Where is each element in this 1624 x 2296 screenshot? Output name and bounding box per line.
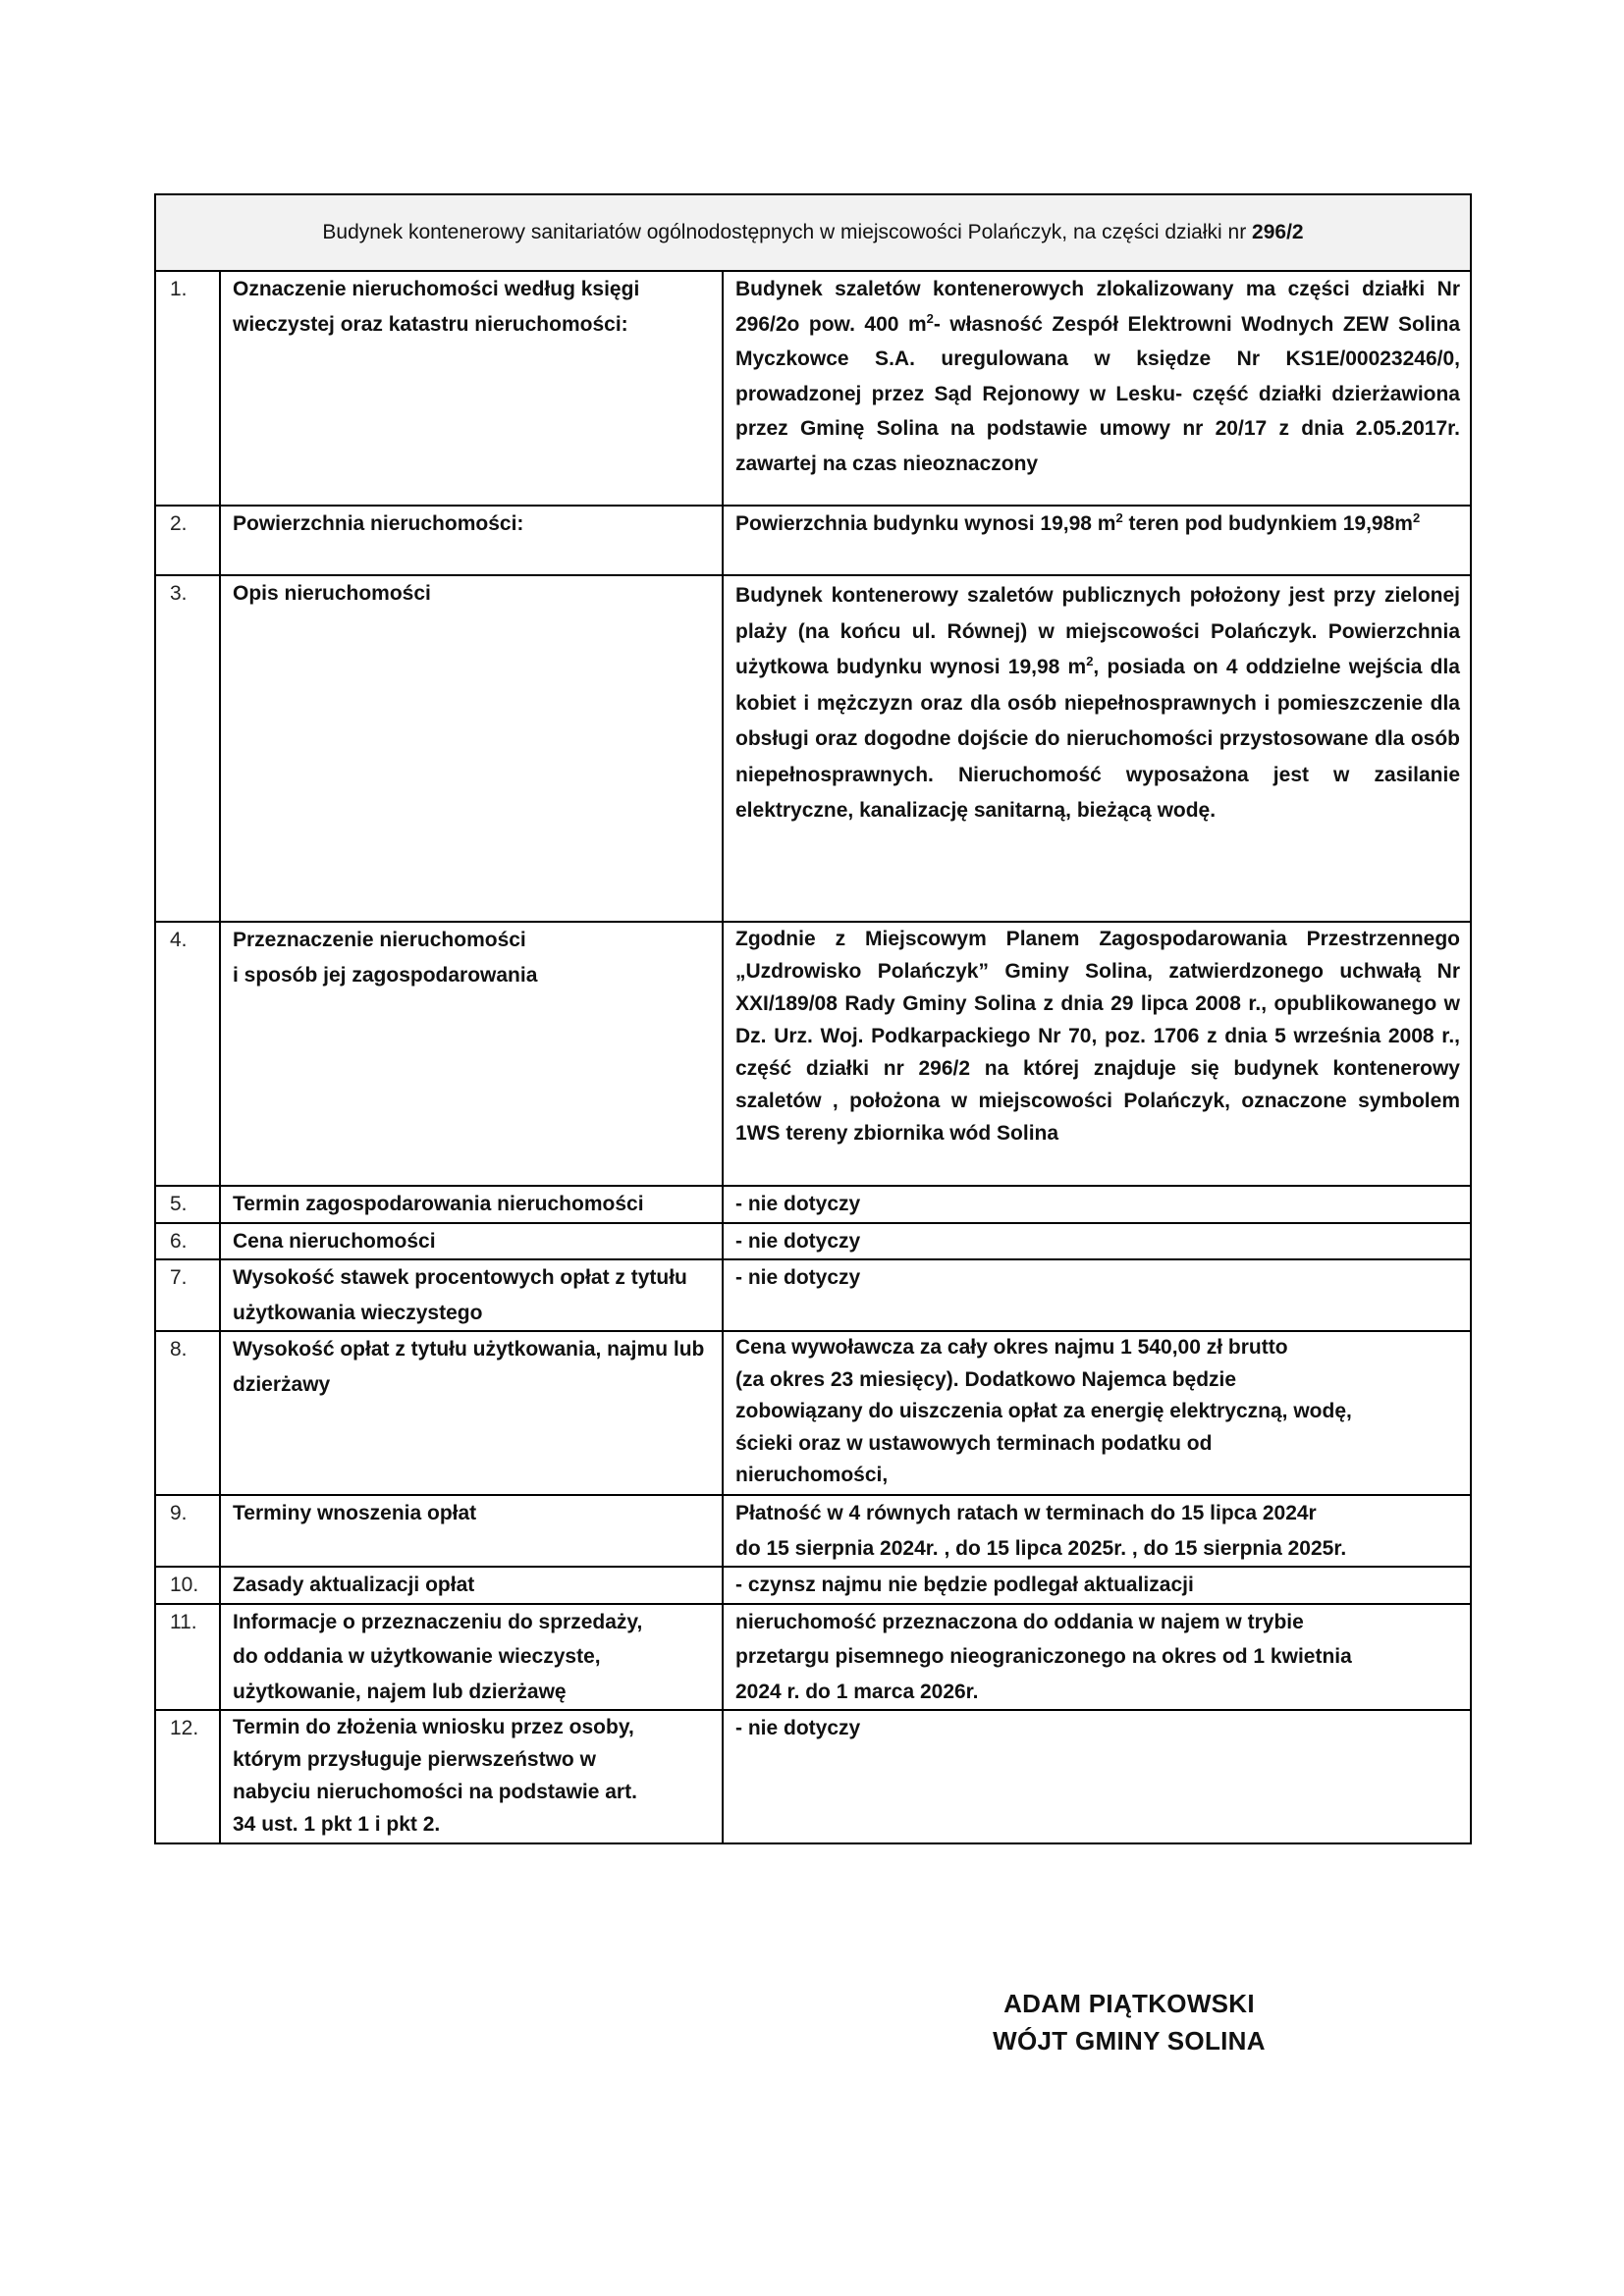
row-label: Wysokość opłat z tytułu użytkowania, najmu lub dzierżawy [220,1331,723,1495]
row-value: - nie dotyczy [723,1259,1471,1331]
row-number: 12. [155,1710,220,1843]
row-value: Powierzchnia budynku wynosi 19,98 $m^2$ teren pod budynkiem $19,98m^2$ [723,506,1471,575]
row-value: nieruchomość przeznaczona do oddania w najem w trybie przetargu pisemnego nieograniczonego na okres od 1 kwietnia 2024 r. do 1 marca 2026r. [723,1604,1471,1711]
row-number: 11. [155,1604,220,1711]
row-number: 10. [155,1567,220,1604]
row-label: Informacje o przeznaczeniu do sprzedaży, do oddania w użytkowanie wieczyste, użytkowanie, najem lub dzierżawę [220,1604,723,1711]
row-number: 2. [155,506,220,575]
table-row [155,575,1471,922]
plot-number: 296/2 [1252,221,1304,244]
row-number: 1. [155,271,220,506]
row-label: Opis nieruchomości [220,575,723,922]
table-title-row [155,194,1471,271]
row-label: Oznaczenie nieruchomości według księgi wieczystej oraz katastru nieruchomości: [220,271,723,506]
table-row [155,271,1471,506]
table-row [155,1223,1471,1260]
row-value: - nie dotyczy [723,1186,1471,1223]
row-label: Powierzchnia nieruchomości: [220,506,723,575]
table-row [155,1186,1471,1223]
signatory-name: ADAM PIĄTKOWSKI [1003,1989,1255,2018]
row-value: Cena wywoławcza za cały okres najmu 1 540,00 zł brutto (za okres 23 miesięcy). Dodatkowo Najemca będzie zobowiązany do uiszczenia opłat za energię elektryczną, wodę, ścieki oraz w ustawowych terminach podatku od nieruchomości, [723,1331,1471,1495]
signatory-title: WÓJT GMINY SOLINA [993,2026,1266,2056]
row-label: Przeznaczenie nieruchomości i sposób jej zagospodarowania [220,922,723,1186]
table-row [155,922,1471,1186]
row-value: Budynek szaletów kontenerowych zlokalizowany ma części działki Nr 296/2o pow. 400 $m^2-$ własność Zespół Elektrowni Wodnych ZEW Solina Myczkowce S.A. uregulowana w księdze Nr KS1E/00023246/0, prowadzonej przez Sąd Rejonowy w Lesku- część działki dzierżawiona przez Gminę Solina na podstawie umowy nr 20/17 z dnia 2.05.2017r. zawartej na czas nieoznaczony [723,271,1471,506]
table-row [155,506,1471,575]
row-value: - nie dotyczy [723,1710,1471,1843]
row-number: 7. [155,1259,220,1331]
table-row [155,1495,1471,1567]
row-number: 9. [155,1495,220,1567]
table-row [155,1710,1471,1843]
table-row [155,1567,1471,1604]
row-value: - czynsz najmu nie będzie podlegał aktualizacji [723,1567,1471,1604]
row-number: 3. [155,575,220,922]
row-label: Termin do złożenia wniosku przez osoby, którym przysługuje pierwszeństwo w nabyciu nieruchomości na podstawie art. 34 ust. 1 pkt 1 i pkt 2. [220,1710,723,1843]
row-value: Budynek kontenerowy szaletów publicznych położony jest przy zielonej plaży (na końcu ul. Równej) w miejscowości Polańczyk. Powierzchnia użytkowa budynku wynosi 19,98 $m^2$, posiada on 4 oddzielne wejścia dla kobiet i mężczyzn oraz dla osób niepełnosprawnych i pomieszczenie dla obsługi oraz dogodne dojście do nieruchomości przystosowane dla osób niepełnosprawnych. Nieruchomość wyposażona jest w zasilanie elektryczne, kanalizację sanitarną, bieżącą wodę. [723,575,1471,922]
row-label: Wysokość stawek procentowych opłat z tytułu użytkowania wieczystego [220,1259,723,1331]
row-number: 6. [155,1223,220,1260]
property-info-table [154,193,1472,1844]
table-row [155,1259,1471,1331]
row-label: Cena nieruchomości [220,1223,723,1260]
row-value: Płatność w 4 równych ratach w terminach do 15 lipca 2024r do 15 sierpnia 2024r. , do 15 lipca 2025r. , do 15 sierpnia 2025r. [723,1495,1471,1567]
table-row [155,1604,1471,1711]
row-label: Zasady aktualizacji opłat [220,1567,723,1604]
row-number: 5. [155,1186,220,1223]
row-number: 4. [155,922,220,1186]
row-value: Zgodnie z Miejscowym Planem Zagospodarowania Przestrzennego „Uzdrowisko Polańczyk” Gminy Solina, zatwierdzonego uchwałą Nr XXI/189/08 Rady Gminy Solina z dnia 29 lipca 2008 r., opublikowanego w Dz. Urz. Woj. Podkarpackiego Nr 70, poz. 1706 z dnia 5 września 2008 r., część działki nr 296/2 na której znajduje się budynek kontenerowy szaletów , położona w miejscowości Polańczyk, oznaczone symbolem 1WS tereny zbiornika wód Solina [723,922,1471,1186]
row-label: Termin zagospodarowania nieruchomości [220,1186,723,1223]
signature-block [943,1985,1316,2059]
row-value: - nie dotyczy [723,1223,1471,1260]
row-number: 8. [155,1331,220,1495]
table-row [155,1331,1471,1495]
table-title: Budynek kontenerowy sanitariatów ogólnodostępnych w miejscowości Polańczyk, na części działki nr 296/2 [155,194,1471,271]
row-label: Terminy wnoszenia opłat [220,1495,723,1567]
